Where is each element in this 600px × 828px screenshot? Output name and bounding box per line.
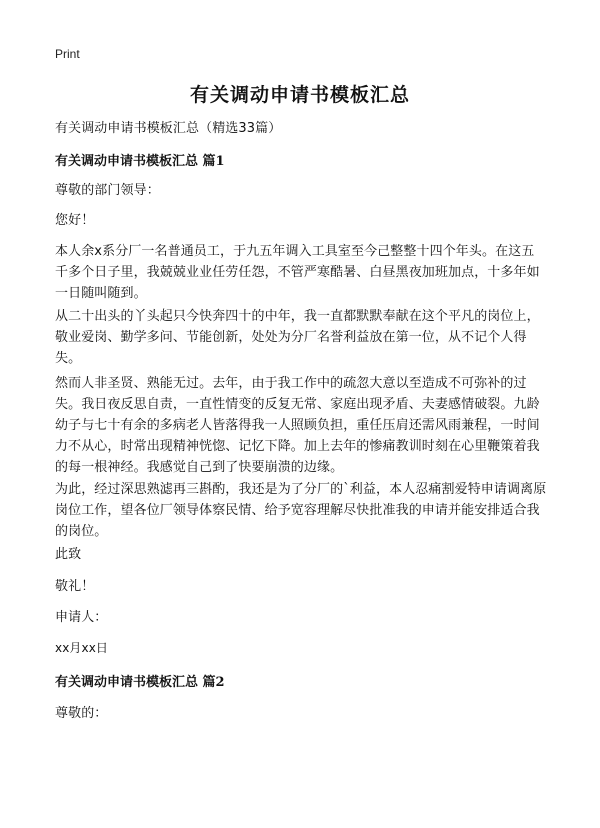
salute-line: 敬礼！ [55, 579, 95, 594]
paragraph: 本人余x系分厂一名普通员工，于九五年调入工具室至今己整整十四个年头。在这五千多个日子里，我兢兢业业任劳任怨，不管严寒酷暑、白昼黑夜加班加点，十多年如一日随叫随到。 [55, 244, 540, 301]
print-label: Print [55, 47, 80, 61]
greeting-line: 尊敬的部门领导： [55, 183, 160, 198]
paragraph: 然而人非圣贤、熟能无过。去年，由于我工作中的疏忽大意以至造成不可弥补的过失。我日夜反思自责，一直性情变的反复无常、家庭出现矛盾、夫妻感情破裂。九龄幼子与七十有余的多病老人皆落得我一人照顾负担，重任压肩还需风雨兼程，一时间力不从心，时常出现精神恍惚、记忆下降。加上去年的惨痛教训时刻在心里鞭策着我的每一根神经。我感觉自己到了快要崩溃的边缘。 [55, 376, 540, 475]
section-heading-1: 有关调动申请书模板汇总 篇1 [55, 154, 225, 169]
applicant-line: 申请人： [55, 610, 108, 625]
date-line: xx月xx日 [55, 641, 109, 655]
greeting-line-2: 尊敬的： [55, 706, 108, 721]
paragraph: 为此，经过深思熟滤再三斟酌，我还是为了分厂的`利益，本人忍痛割爱特申请调离原岗位工作，望各位厂领导体察民情、给予宽容理解尽快批准我的申请并能安排适合我的岗位。 [55, 482, 547, 539]
intro-line: 有关调动申请书模板汇总（精选33篇） [55, 121, 282, 136]
page-title: 有关调动申请书模板汇总 [189, 84, 410, 106]
hello-line: 您好！ [55, 213, 95, 228]
paragraph: 从二十出头的丫头起只今快奔四十的中年，我一直都默默奉献在这个平凡的岗位上，敬业爱岗、勤学多问、节能创新，处处为分厂名誉利益放在第一位，从不记个人得失。 [55, 309, 540, 366]
section-heading-2: 有关调动申请书模板汇总 篇2 [55, 675, 225, 690]
closing-line: 此致 [55, 547, 82, 562]
